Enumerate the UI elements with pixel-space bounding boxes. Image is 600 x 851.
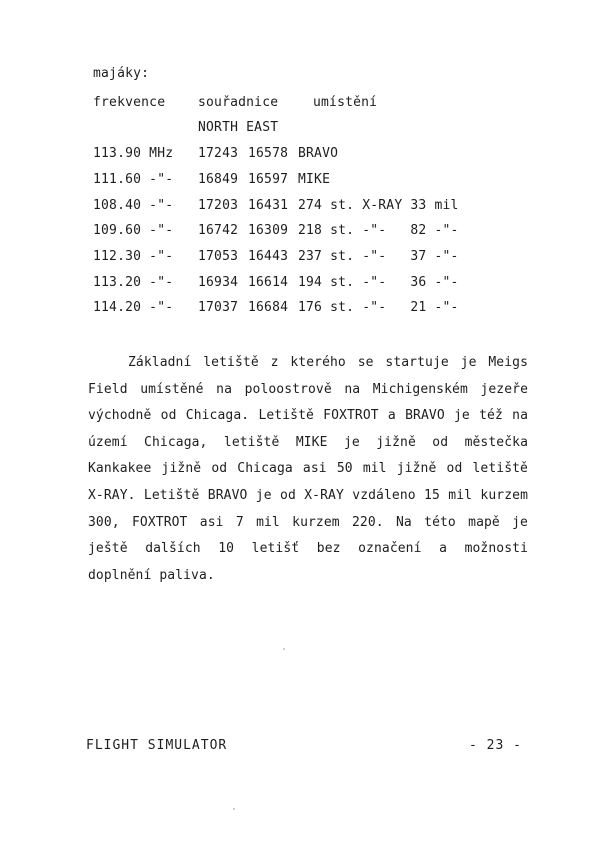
body-paragraph: Základní letiště z kterého se startuje je Meigs Field umístěné na poloostrově na Michigenském jezeře východně od Chicaga. Letiště FOXTROT a BRAVO je též na území Chicaga, letiště MIKE je jižně od městečka Kankakee jižně od Chicaga asi 50 mil jižně od letiště X-RAY. Letiště BRAVO je od X-RAY vzdáleno 15 mil kurzem 300, FOXTROT asi 7 mil kurzem 220. Na této mapě je ještě dalších 10 letišť bez označení a možnosti doplnění paliva. bbox=[88, 355, 528, 583]
cell-frequency: 109.60 -"- bbox=[93, 223, 174, 238]
cell-frequency: 113.20 -"- bbox=[93, 275, 174, 290]
cell-east: 16431 bbox=[248, 198, 289, 213]
cell-north: 17053 bbox=[198, 249, 239, 264]
cell-east: 16614 bbox=[248, 275, 289, 290]
table-header-row bbox=[93, 95, 513, 115]
cell-frequency: 111.60 -"- bbox=[93, 172, 174, 187]
cell-east: 16597 bbox=[248, 172, 289, 187]
cell-east: 16443 bbox=[248, 249, 289, 264]
cell-north: 16742 bbox=[198, 223, 239, 238]
cell-location: 237 st. -"- 37 -"- bbox=[298, 249, 459, 264]
table-row bbox=[93, 275, 513, 295]
table-row bbox=[93, 146, 513, 166]
page-number: - 23 - bbox=[469, 738, 522, 753]
table-row bbox=[93, 223, 513, 243]
cell-north: 17243 bbox=[198, 146, 239, 161]
cell-east: 16309 bbox=[248, 223, 289, 238]
table-row bbox=[93, 172, 513, 192]
cell-frequency: 108.40 -"- bbox=[93, 198, 174, 213]
cell-frequency: 113.90 MHz bbox=[93, 146, 174, 161]
cell-north: 16934 bbox=[198, 275, 239, 290]
table-subheader-row bbox=[93, 120, 513, 140]
cell-location: 218 st. -"- 82 -"- bbox=[298, 223, 459, 238]
cell-north: 17203 bbox=[198, 198, 239, 213]
header-north-east: NORTH EAST bbox=[198, 120, 279, 135]
footer-title: FLIGHT SIMULATOR bbox=[86, 738, 228, 753]
table-row bbox=[93, 249, 513, 269]
cell-location: 274 st. X-RAY 33 mil bbox=[298, 198, 459, 213]
header-coordinates: souřadnice bbox=[198, 95, 279, 110]
cell-location: 194 st. -"- 36 -"- bbox=[298, 275, 459, 290]
cell-location: BRAVO bbox=[298, 146, 339, 161]
header-location: umístění bbox=[313, 95, 378, 110]
cell-location: MIKE bbox=[298, 172, 331, 187]
cell-location: 176 st. -"- 21 -"- bbox=[298, 300, 459, 315]
paper-speck bbox=[283, 648, 285, 650]
header-frequency: frekvence bbox=[93, 95, 166, 110]
cell-north: 17037 bbox=[198, 300, 239, 315]
cell-frequency: 114.20 -"- bbox=[93, 300, 174, 315]
cell-east: 16684 bbox=[248, 300, 289, 315]
beacons-heading: majáky: bbox=[93, 66, 150, 81]
cell-east: 16578 bbox=[248, 146, 289, 161]
cell-frequency: 112.30 -"- bbox=[93, 249, 174, 264]
paper-speck bbox=[233, 808, 235, 810]
table-row bbox=[93, 198, 513, 218]
table-row bbox=[93, 300, 513, 320]
cell-north: 16849 bbox=[198, 172, 239, 187]
